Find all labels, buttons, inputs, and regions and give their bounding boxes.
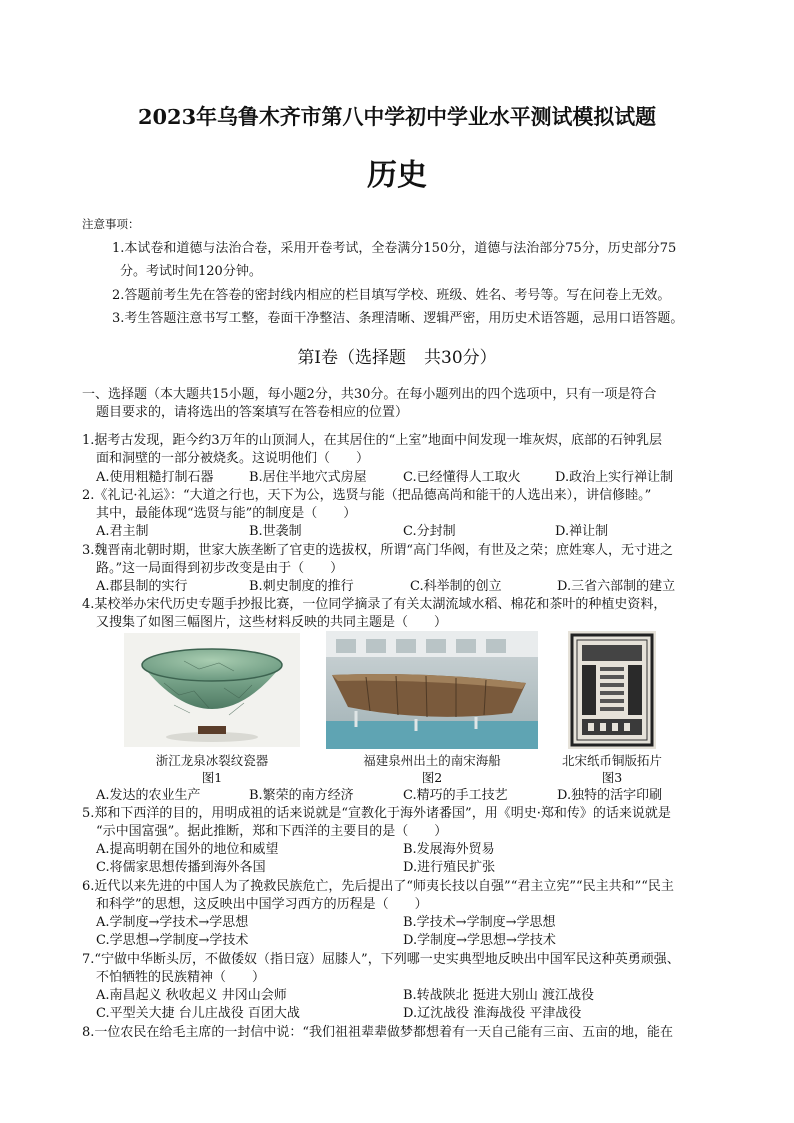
question-3-stem: 3.魏晋南北朝时期，世家大族垄断了官吏的选拔权，所谓“高门华阀，有世及之荣；庶姓寒人，无寸进之 (82, 543, 674, 558)
exam-title: 2023年乌鲁木齐市第八中学初中学业水平测试模拟试题 (137, 104, 657, 129)
figure-2-label: 图2 (421, 770, 443, 785)
question-5-option-b[interactable]: B.发展海外贸易 (403, 842, 495, 857)
question-7-stem-cont: 不怕牺牲的民族精神（ ） (96, 970, 266, 985)
question-5-option-d[interactable]: D.进行殖民扩张 (403, 860, 496, 875)
question-5-option-c[interactable]: C.将儒家思想传播到海外各国 (96, 860, 266, 875)
question-1-option-a[interactable]: A.使用粗糙打制石器 (96, 470, 214, 485)
section-intro-line-1: 一、选择题（本大题共15小题，每小题2分，共30分。在每小题列出的四个选项中，只有一项是符合 (82, 387, 657, 402)
question-8-stem: 8.一位农民在给毛主席的一封信中说：“我们祖祖辈辈做梦都想着有一天自己能有三亩、五亩的地，能在 (82, 1025, 674, 1040)
question-2-stem-cont: 其中，最能体现“选贤与能”的制度是（ ） (96, 506, 357, 521)
question-2-option-c[interactable]: C.分封制 (403, 524, 456, 539)
figure-2-song-ship (326, 631, 538, 749)
question-1-option-c[interactable]: C.已经懂得人工取火 (403, 470, 521, 485)
question-6-option-b[interactable]: B.学技术→学制度→学思想 (403, 915, 556, 930)
question-6-option-c[interactable]: C.学思想→学制度→学技术 (96, 933, 249, 948)
question-3-option-a[interactable]: A.郡县制的实行 (96, 579, 188, 594)
notes-heading: 注意事项： (82, 217, 140, 231)
note-2: 2.答题前考生先在答卷的密封线内相应的栏目填写学校、班级、姓名、考号等。写在问卷上无效。 (112, 288, 671, 303)
figure-3-banknote-rubbing (568, 631, 656, 749)
question-5-option-a[interactable]: A.提高明朝在国外的地位和威望 (96, 842, 279, 857)
question-4-stem: 4.某校举办宋代历史专题手抄报比赛，一位同学摘录了有关太湖流域水稻、棉花和茶叶的种植史资料， (82, 597, 667, 612)
banknote-rubbing-image (568, 631, 656, 749)
question-7-option-b[interactable]: B.转战陕北 挺进大别山 渡江战役 (403, 988, 594, 1003)
question-7-option-d[interactable]: D.辽沈战役 淮海战役 平津战役 (403, 1006, 582, 1021)
question-3-stem-cont: 路。”这一局面得到初步改变是由于（ ） (96, 561, 344, 576)
note-1-text: 1.本试卷和道德与法治合卷，采用开卷考试，全卷满分150分，道德与法治部分75分，历史部分75 (112, 241, 677, 256)
section-heading-part-a: 第Ⅰ卷（选择题 (297, 348, 407, 368)
question-1-stem: 1.据考古发现，距今约3万年的山顶洞人，在其居住的“上室”地面中间发现一堆灰烬，底部的石钟乳层 (82, 433, 662, 448)
note-1 (112, 237, 722, 283)
figure-3-caption: 北宋纸币铜版拓片 (561, 753, 662, 768)
figure-1-label: 图1 (201, 770, 223, 785)
question-3-option-b[interactable]: B.刺史制度的推行 (249, 579, 354, 594)
question-2-option-d[interactable]: D.禅让制 (555, 524, 609, 539)
question-2-option-b[interactable]: B.世袭制 (249, 524, 302, 539)
subject-title: 历史 (367, 158, 427, 193)
figure-2-caption: 福建泉州出土的南宋海船 (363, 753, 501, 768)
question-1-option-d[interactable]: D.政治上实行禅让制 (555, 470, 674, 485)
section-heading-part-b: 共30分） (424, 348, 497, 368)
question-4-option-b[interactable]: B.繁荣的南方经济 (249, 788, 354, 803)
question-4-option-d[interactable]: D.独特的活字印刷 (557, 788, 663, 803)
question-7-option-c[interactable]: C.平型关大捷 台儿庄战役 百团大战 (96, 1006, 300, 1021)
question-2-option-a[interactable]: A.君主制 (96, 524, 149, 539)
question-1-option-b[interactable]: B.居住半地穴式房屋 (249, 470, 367, 485)
section-intro-line-2: 题目要求的，请将选出的答案填写在答卷相应的位置） (96, 405, 409, 420)
question-5-stem: 5.郑和下西洋的目的，用明成祖的话来说就是“宣教化于海外诸番国”，用《明史·郑和传》的话来说就是 (82, 806, 671, 821)
section-heading (0, 343, 794, 368)
celadon-bowl-image (124, 633, 300, 747)
question-2-stem: 2.《礼记·礼运》：“大道之行也，天下为公，选贤与能（把品德高尚和能干的人选出来），讲信修睦。” (82, 488, 652, 503)
question-7-stem: 7.“宁做中华断头厉，不做倭奴（指日寇）屈膝人”，下列哪一史实典型地反映出中国军民这种英勇顽强、 (82, 952, 680, 967)
question-3-option-c[interactable]: C.科举制的创立 (410, 579, 502, 594)
question-5-stem-cont: “示中国富强”。据此推断，郑和下西洋的主要目的是（ ） (96, 824, 448, 839)
note-3: 3.考生答题注意书写工整，卷面干净整洁、条理清晰、逻辑严密，用历史术语答题，忌用口语答题。 (112, 311, 684, 326)
figure-1-caption: 浙江龙泉冰裂纹瓷器 (155, 753, 269, 768)
figure-1-celadon-bowl (124, 633, 300, 747)
ship-museum-image (326, 631, 538, 749)
question-6-stem-cont: 和科学”的思想，这反映出中国学习西方的历程是（ ） (96, 897, 428, 912)
question-1-stem-cont: 面和洞壁的一部分被烧炙。这说明他们（ ） (96, 451, 370, 466)
figure-3-label: 图3 (601, 770, 623, 785)
question-3-option-d[interactable]: D.三省六部制的建立 (557, 579, 676, 594)
note-1-continued: 分。考试时间120分钟。 (120, 264, 262, 279)
question-7-option-a[interactable]: A.南昌起义 秋收起义 井冈山会师 (96, 988, 287, 1003)
question-4-stem-cont: 又搜集了如图三幅图片，这些材料反映的共同主题是（ ） (96, 615, 448, 630)
question-4-option-c[interactable]: C.精巧的手工技艺 (403, 788, 508, 803)
question-6-stem: 6.近代以来先进的中国人为了挽救民族危亡，先后提出了“师夷长技以自强”“君主立宪”“民主共和”“民主 (82, 879, 674, 894)
question-6-option-d[interactable]: D.学制度→学思想→学技术 (403, 933, 556, 948)
question-6-option-a[interactable]: A.学制度→学技术→学思想 (96, 915, 249, 930)
question-4-option-a[interactable]: A.发达的农业生产 (96, 788, 201, 803)
